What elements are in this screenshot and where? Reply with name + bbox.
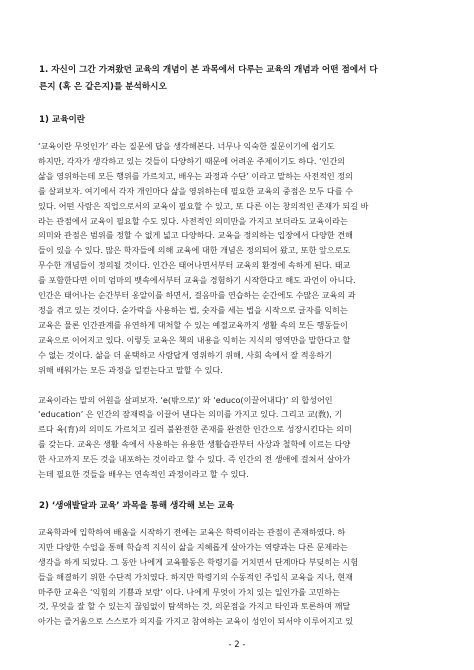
text-line: 한 사고까지 모든 것을 내포하는 것이라고 할 수 있다. 즉 인간의 전 생애에 걸쳐서 살아가 (38, 454, 351, 465)
text-line: 수 없는 것이다. 삶을 더 윤택하고 사람답게 영위하기 위해, 사회 속에서 잘 적응하기 (38, 349, 333, 360)
paragraph (38, 139, 434, 378)
text-line: 인간은 태어나는 순간부터 옹알이를 하면서, 걸음마를 연습하는 순간에도 수많은 교육의 과 (38, 290, 356, 301)
text-line: 위해 배워가는 모든 과정을 일컫는다고 말할 수 있다. (38, 364, 223, 375)
text-line: 있다. 어떤 사람은 직업으로서의 교육이 필요할 수 있고, 또 다른 이는 창의적인 존재가 되길 바 (38, 200, 369, 211)
text-line: 를 포함한다면 이미 엄마의 뱃속에서부터 교육을 경험하기 시작한다고 해도 과언이 아니다. (38, 275, 356, 286)
text-line: ‘education’ 은 인간의 잠재력을 이끌어 낸다는 의미를 가지고 있다. 그리고 교(敎), 기 (38, 409, 343, 420)
question-title (38, 62, 434, 95)
text-line: 삶을 영위하는데 모든 행위를 가르치고, 배우는 과정과 수단’ 이라고 말하는 사전적인 정의 (38, 170, 353, 181)
text-line: 르다 육(育)의 의미도 가르치고 길러 불완전한 존재를 완전한 인간으로 성장시킨다는 의미 (38, 424, 352, 435)
text-line: ‘교육이란 무엇인가’ 라는 질문에 답을 생각해본다. 너무나 익숙한 질문이기에 쉽기도 (38, 141, 335, 151)
text-line: 교육은 물론 인간관계를 유연하게 대처할 수 있는 예절교육까지 생활 속의 모든 행동들이 (38, 319, 348, 330)
text-line: 무수한 개념들이 정의될 것이다. 인간은 태어나면서부터 교육의 환경에 속하게 된다. 태교 (38, 260, 351, 271)
text-line: 를 살펴보자. 여기에서 각자 개인마다 삶을 영위하는데 필요한 교육의 중점은 모두 다를 수 (38, 185, 353, 196)
question-title-line: 른지 (혹 은 같은지)를 분석하시오 (39, 81, 167, 92)
text-line: 를 갖는다. 교육은 생활 속에서 사용하는 유용한 생활습관부터 사상과 철학에 이르는 다양 (38, 439, 351, 450)
page-number: - 2 - (228, 640, 246, 650)
question-title-line: 1. 자신이 그간 가져왔던 교육의 개념이 본 과목에서 다루는 교육의 개념과 어떤 점에서 다 (39, 65, 378, 75)
text-line: 생각을 하게 되었다. 그 동안 나에게 교육활동은 학령기를 거치면서 단계마다 부딪히는 시험 (38, 556, 359, 567)
text-line: 교육으로 이어지고 있다. 이렇듯 교육은 책의 내용을 익히는 지식의 영역만을 말한다고 할 (38, 334, 351, 345)
text-line: 교육이라는 말의 어원을 살펴보자. ‘e(밖으로)’ 와 ‘educo(이끌어내다)’ 의 합성어인 (38, 394, 333, 405)
paragraph (38, 393, 434, 482)
text-line: 라는 관점에서 교육이 필요할 수도 있다. 사전적인 의미만을 가지고 보더라도 교육이라는 (38, 215, 348, 226)
text-line: 의미와 관점은 범위를 정할 수 없게 넓고 다양하다. 교육을 정의하는 입장에서 다양한 견해 (38, 230, 353, 241)
text-line: 것, 무엇을 잘 할 수 있는지 끊임없이 탐색하는 것, 의문점을 가지고 타인과 토론하며 깨달 (38, 601, 351, 612)
text-line: 하지만, 각자가 생각하고 있는 것들이 다양하기 때문에 어려운 주제이기도 하다. ‘인간의 (38, 155, 346, 166)
section-heading: 2) ‘생애발달과 교육’ 과목을 통해 생각해 보는 교육 (39, 500, 235, 511)
paragraph (38, 525, 434, 629)
text-line: 지만 다양한 수업을 통해 학습적 지식이 삶을 지혜롭게 살아가는 역량과는 다른 문제라는 (38, 541, 348, 552)
text-line: 마주한 교육은 ‘익힘의 기쁨과 보람’ 이다. 나에게 무엇이 가치 있는 일인가를 고민하는 (38, 586, 340, 597)
text-line: 정을 겪고 있는 것이다. 숟가락을 사용하는 법, 숫자를 세는 법을 시작으로 글자를 익히는 (38, 304, 348, 315)
section-heading: 1) 교육이란 (39, 115, 86, 125)
text-line: 교육학과에 입학하여 배움을 시작하기 전에는 교육은 학력이라는 관점이 존재하였다. 하 (38, 526, 346, 537)
text-line: 들이 있을 수 있다. 많은 학자들에 의해 교육에 대한 개념은 정의되어 왔고, 또한 앞으로도 (38, 245, 351, 256)
text-line: 는데 필요한 것들을 배우는 연속적인 과정이라고 할 수 있다. (38, 469, 249, 480)
text-line: 들을 해결하기 위한 수단적 가치였다. 하지만 학령기의 수동적인 주입식 교육을 지나, 현재 (38, 571, 353, 582)
text-line: 아가는 즐거움으로 스스로가 의지를 가지고 참여하는 교육이 성인이 되서야 이루어지고 있 (38, 616, 354, 627)
